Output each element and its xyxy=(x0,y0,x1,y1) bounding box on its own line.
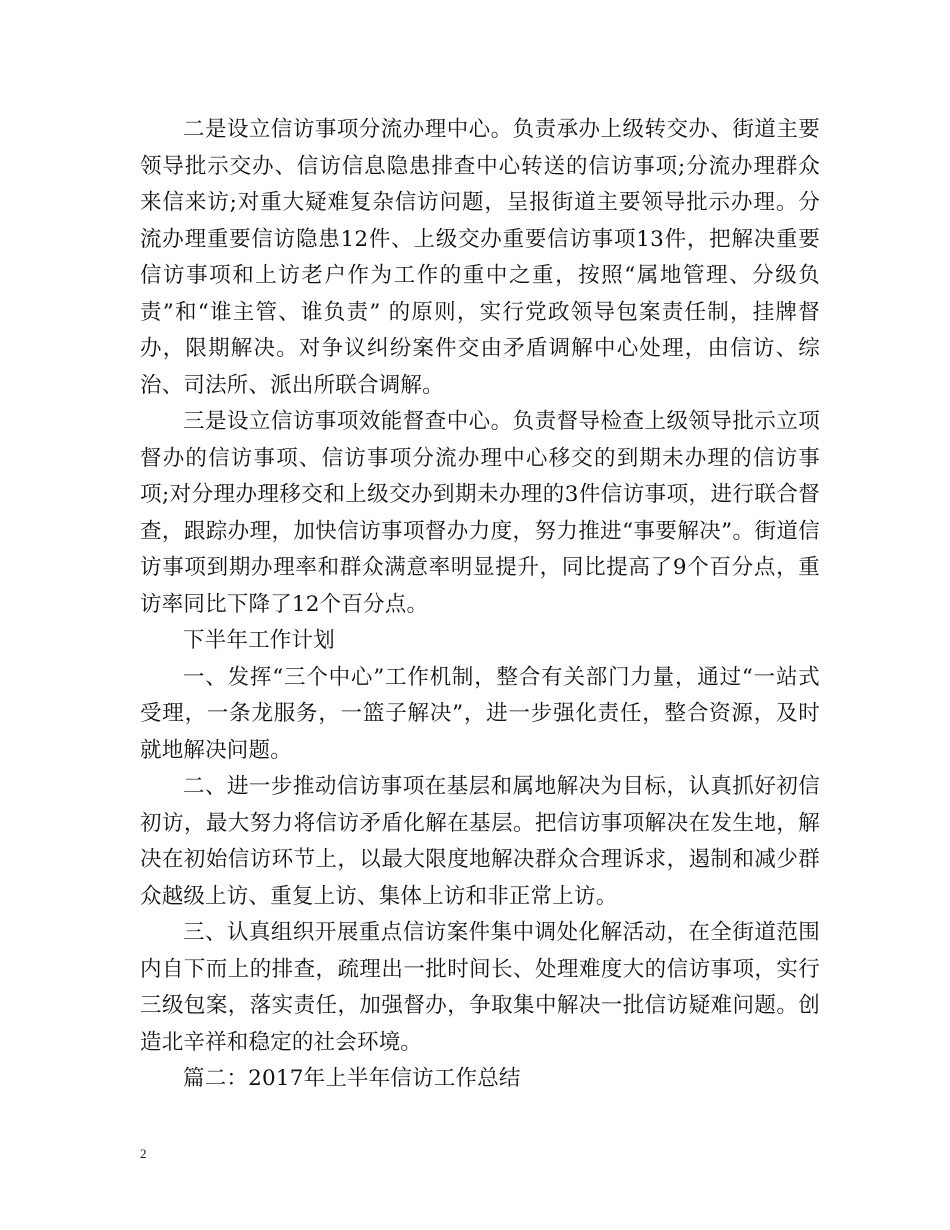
document-body xyxy=(140,112,820,1098)
paragraph-diversion-center: 二是设立信访事项分流办理中心。负责承办上级转交办、街道主要领导批示交办、信访信息隐患排查中心转送的信访事项;分流办理群众来信来访;对重大疑难复杂信访问题，呈报街道主要领导批示办理。分流办理重要信访隐患12件、上级交办重要信访事项13件，把解决重要信访事项和上访老户作为工作的重中之重，按照“属地管理、分级负责”和“谁主管、谁负责” 的原则，实行党政领导包案责任制，挂牌督办，限期解决。对争议纠纷案件交由矛盾调解中心处理，由信访、综治、司法所、派出所联合调解。 xyxy=(140,117,820,398)
plan-item-2: 二、进一步推动信访事项在基层和属地解决为目标，认真抓好初信初访，最大努力将信访矛盾化解在基层。把信访事项解决在发生地，解决在初始信访环节上，以最大限度地解决群众合理诉求，遏制和减少群众越级上访、重复上访、集体上访和非正常上访。 xyxy=(140,774,820,909)
paragraph-supervision-center: 三是设立信访事项效能督查中心。负责督导检查上级领导批示立项督办的信访事项、信访事项分流办理中心移交的到期未办理的信访事项;对分理办理移交和上级交办到期未办理的3件信访事项，进行联合督查，跟踪办理，加快信访事项督办力度，努力推进“事要解决”。街道信访事项到期办理率和群众满意率明显提升，同比提高了9个百分点，重访率同比下降了12个百分点。 xyxy=(140,409,820,617)
plan-item-3: 三、认真组织开展重点信访案件集中调处化解活动，在全街道范围内自下而上的排查，疏理出一批时间长、处理难度大的信访事项，实行三级包案，落实责任，加强督办，争取集中解决一批信访疑难问题。创造北辛祥和稳定的社会环境。 xyxy=(140,920,820,1055)
chapter-two-title: 篇二：2017年上半年信访工作总结 xyxy=(183,1066,521,1091)
page-number: 2 xyxy=(140,1146,147,1161)
section-heading-second-half-plan: 下半年工作计划 xyxy=(183,628,335,653)
plan-item-1: 一、发挥“三个中心”工作机制，整合有关部门力量，通过“一站式受理，一条龙服务，一篮子解决”，进一步强化责任，整合资源，及时就地解决问题。 xyxy=(140,664,820,763)
